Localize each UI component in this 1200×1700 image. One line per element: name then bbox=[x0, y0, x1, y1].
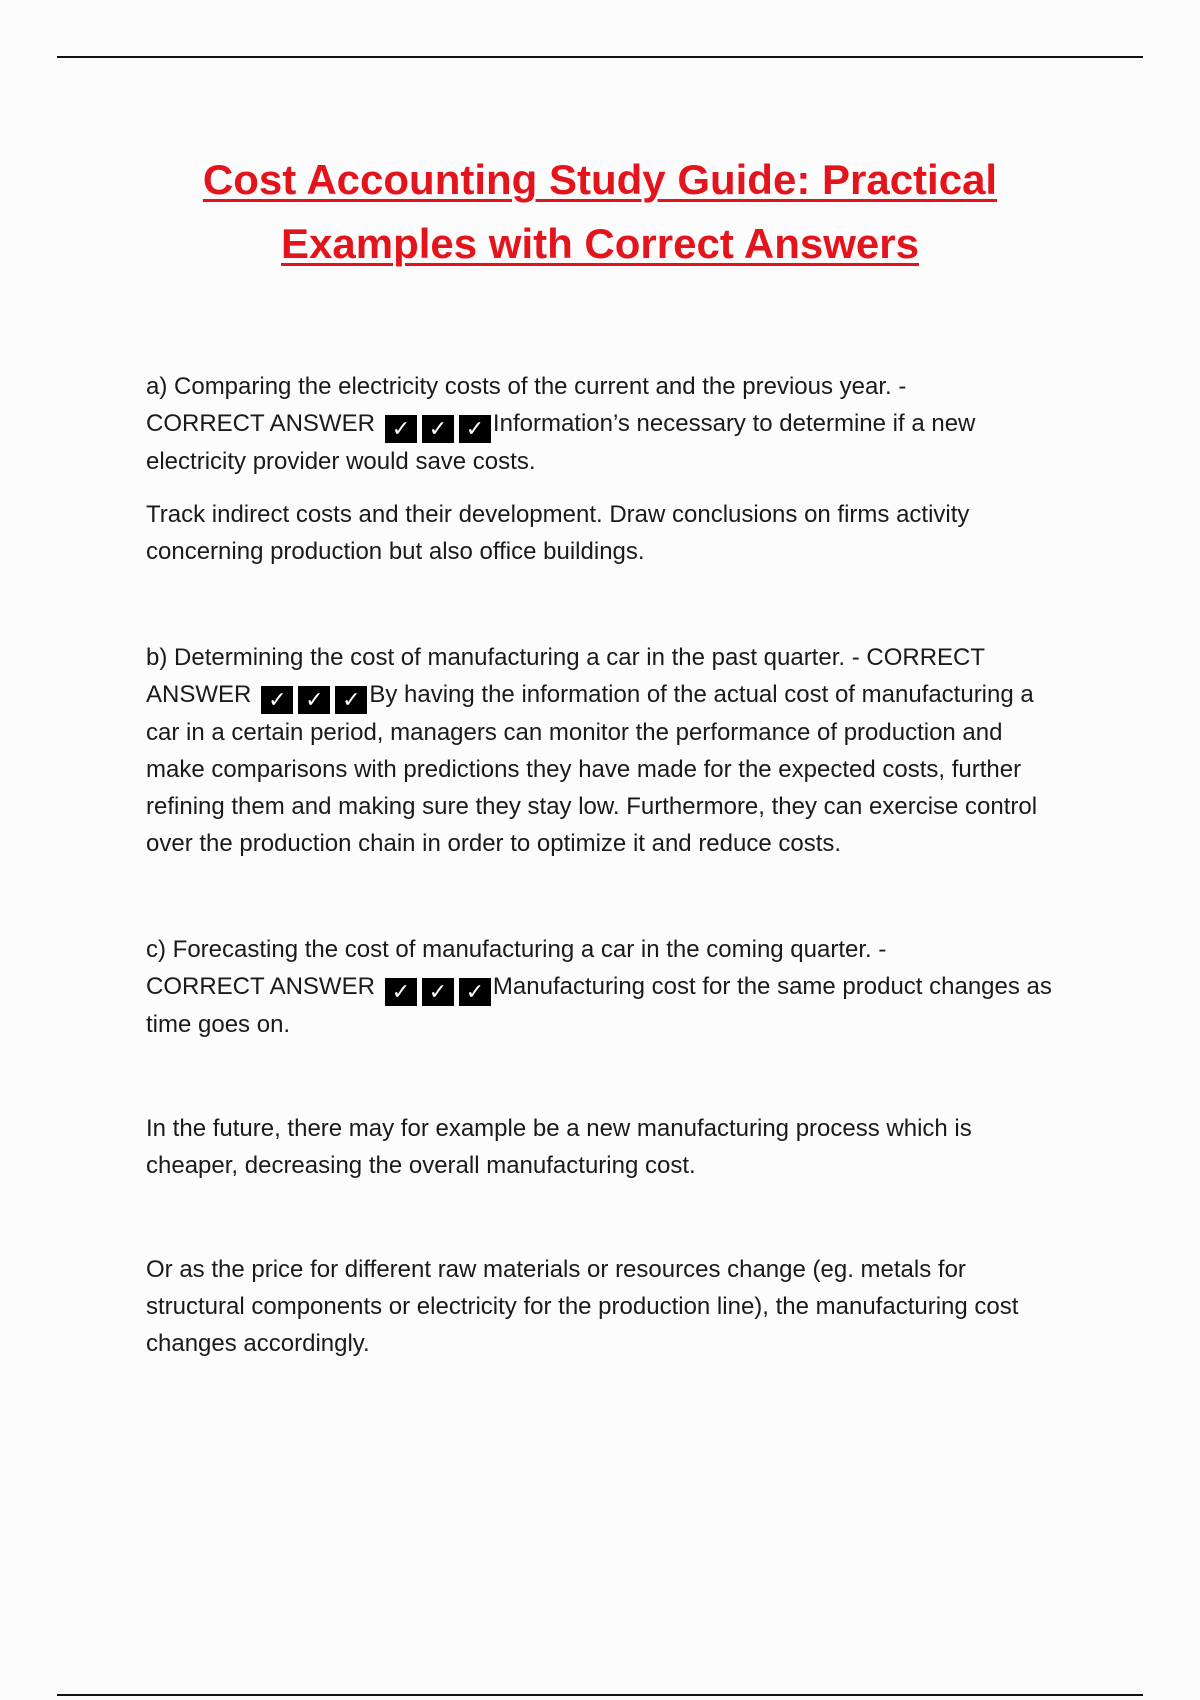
question-text: c) Forecasting the cost of manufacturing a car in the coming quarter. - bbox=[146, 936, 887, 963]
qa-section-b bbox=[146, 639, 1066, 862]
check-mark-icon: ✓ bbox=[385, 415, 417, 443]
qa-section-a bbox=[146, 368, 1066, 480]
check-mark-icon: ✓ bbox=[422, 415, 454, 443]
question-text: b) Determining the cost of manufacturing a car in the past quarter. - CORRECT bbox=[146, 644, 986, 671]
check-mark-icon: ✓ bbox=[298, 686, 330, 714]
bottom-rule bbox=[57, 1694, 1143, 1696]
check-mark-icon: ✓ bbox=[459, 415, 491, 443]
qa-section-c bbox=[146, 931, 1066, 1043]
answer-text: Information’s necessary to determine if a new electricity provider would save costs. bbox=[146, 410, 976, 475]
answer-label: CORRECT ANSWER bbox=[146, 410, 375, 437]
check-mark-icon: ✓ bbox=[422, 978, 454, 1006]
answer-note: Track indirect costs and their development. Draw conclusions on firms activity concerning production but also office buildings. bbox=[146, 501, 970, 565]
check-mark-icon: ✓ bbox=[335, 686, 367, 714]
check-marks bbox=[261, 686, 367, 714]
check-mark-icon: ✓ bbox=[385, 978, 417, 1006]
check-mark-icon: ✓ bbox=[459, 978, 491, 1006]
answer-text: By having the information of the actual cost of manufacturing a car in a certain period, managers can monitor the performance of production and make comparisons with predictions they have made for the expected costs, further refining them and making sure they stay low. Furthermore, they can exercise control over the production chain in order to optimize it and reduce costs. bbox=[146, 681, 1038, 857]
document-body bbox=[146, 368, 1066, 1362]
answer-text: Manufacturing cost for the same product changes as time goes on. bbox=[146, 973, 1052, 1038]
check-marks bbox=[385, 978, 491, 1006]
top-rule bbox=[57, 56, 1143, 58]
title-line-1: Cost Accounting Study Guide: Practical bbox=[202, 156, 998, 203]
answer-label: CORRECT ANSWER bbox=[146, 973, 375, 1000]
check-marks bbox=[385, 415, 491, 443]
answer-note: In the future, there may for example be a new manufacturing process which is cheaper, decreasing the overall manufacturing cost. bbox=[146, 1115, 972, 1179]
document-title bbox=[150, 148, 1050, 276]
check-mark-icon: ✓ bbox=[261, 686, 293, 714]
answer-label: ANSWER bbox=[146, 681, 252, 708]
title-line-2: Examples with Correct Answers bbox=[281, 220, 919, 267]
answer-note: Or as the price for different raw materials or resources change (eg. metals for structural components or electricity for the production line), the manufacturing cost changes accordingly. bbox=[146, 1256, 1019, 1357]
question-text: a) Comparing the electricity costs of the current and the previous year. - bbox=[146, 373, 907, 400]
